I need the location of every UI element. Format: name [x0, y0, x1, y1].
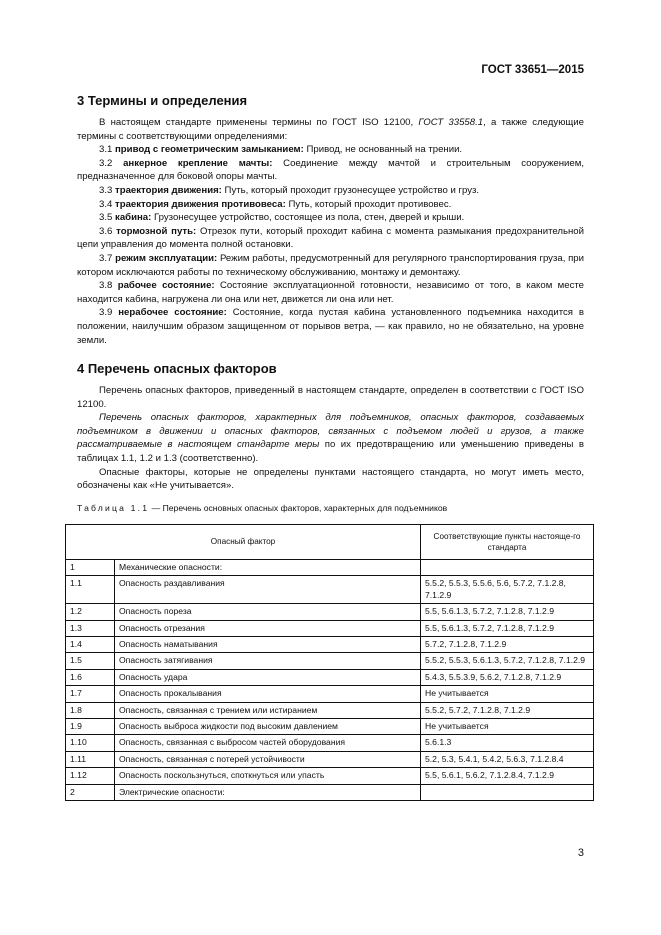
- cell-factor: Опасность, связанная с выбросом частей оборудования: [115, 735, 421, 751]
- term-definition: 3.2 анкерное крепление мачты: Соединение между мачтой и строительным сооружением, предназначенное для боковой опоры мачты.: [77, 157, 584, 183]
- table-row: [66, 784, 594, 800]
- table-caption: Таблица 1.1 — Перечень основных опасных факторов, характерных для подъемников: [77, 503, 448, 513]
- cell-refs: Не учитывается: [421, 686, 594, 702]
- section-4-paragraph-2: Перечень опасных факторов, характерных для подъемников, опасных факторов, создаваемых подъемником в движении и опасных факторов, связанных с подъемом людей и грузов, а также рассматриваемые в настоящем стандарте меры по их предотвращению или уменьшению приведены в таблицах 1.1, 1.2 и 1.3 (соответственно).: [77, 412, 584, 464]
- term-definition: 3.3 траектория движения: Путь, который проходит грузонесущее устройство и груз.: [99, 184, 480, 196]
- cell-refs: 5.5, 5.6.1, 5.6.2, 7.1.2.8.4, 7.1.2.9: [421, 768, 594, 784]
- table-row: [66, 669, 594, 685]
- term-definition: 3.6 тормозной путь: Отрезок пути, который проходит кабина с момента размыкания предохранительной цепи управления до момента полной остановки.: [77, 225, 584, 251]
- hazards-table: [65, 524, 594, 801]
- cell-num: 1.6: [66, 669, 115, 685]
- cell-num: 2: [66, 784, 115, 800]
- cell-factor: Опасность поскользнуться, споткнуться или упасть: [115, 768, 421, 784]
- term-definition: 3.9 нерабочее состояние: Состояние, когда пустая кабина установленного подъемника находится в положении, наилучшим образом защищенном от порывов ветра, — как правило, но не обязательно, на уровне земли.: [77, 307, 584, 346]
- section-3-title: 3 Термины и определения: [77, 93, 248, 108]
- cell-refs: 5.5, 5.6.1.3, 5.7.2, 7.1.2.8, 7.1.2.9: [421, 620, 594, 636]
- header-hazard: Опасный фактор: [66, 525, 421, 560]
- term-definition: 3.8 рабочее состояние: Состояние эксплуатационной готовности, независимо от того, в каком месте находится кабина, нагружена ли она или нет, движется ли она или нет.: [77, 280, 585, 305]
- cell-num: 1.4: [66, 637, 115, 653]
- table-row: [66, 686, 594, 702]
- cell-refs: 5.5.2, 5.7.2, 7.1.2.8, 7.1.2.9: [421, 702, 594, 718]
- section-4-body: [77, 384, 584, 493]
- table-body: [66, 560, 594, 801]
- cell-factor: Опасность выброса жидкости под высоким давлением: [115, 719, 421, 735]
- cell-refs: [421, 560, 594, 576]
- cell-refs: Не учитывается: [421, 719, 594, 735]
- table-header-row: [66, 525, 594, 560]
- table-row: [66, 604, 594, 620]
- table-row: [66, 560, 594, 576]
- cell-num: 1.1: [66, 576, 115, 604]
- cell-num: 1.11: [66, 751, 115, 767]
- cell-num: 1.10: [66, 735, 115, 751]
- document-id: ГОСТ 33651—2015: [481, 64, 584, 76]
- cell-num: 1: [66, 560, 115, 576]
- section-4-title: 4 Перечень опасных факторов: [77, 361, 277, 376]
- cell-refs: 5.5.2, 5.5.3, 5.6.1.3, 5.7.2, 7.1.2.8, 7.1.2.9: [421, 653, 594, 669]
- cell-factor: Опасность отрезания: [115, 620, 421, 636]
- section-4-paragraph-1: Перечень опасных факторов, приведенный в настоящем стандарте, определен в соответствии с ГОСТ ISO 12100.: [77, 385, 584, 410]
- cell-num: 1.2: [66, 604, 115, 620]
- term-definition: 3.7 режим эксплуатации: Режим работы, предусмотренный для регулярного транспортирования груза, при котором исключаются работы по техническому обслуживанию, монтажу и демонтажу.: [77, 252, 584, 278]
- header-clauses: Соответствующие пункты настояще-го стандарта: [421, 525, 594, 560]
- cell-refs: [421, 784, 594, 800]
- table-row: [66, 702, 594, 718]
- section-3-intro: В настоящем стандарте применены термины по ГОСТ ISO 12100, ГОСТ 33558.1, а также следующие термины с соответствующими определениями:: [77, 117, 584, 142]
- cell-refs: 5.6.1.3: [421, 735, 594, 751]
- term-definition: 3.1 привод с геометрическим замыканием: Привод, не основанный на трении.: [99, 144, 463, 156]
- cell-factor: Опасность, связанная с трением или истиранием: [115, 702, 421, 718]
- table-row: [66, 637, 594, 653]
- cell-factor: Опасность пореза: [115, 604, 421, 620]
- cell-num: 1.8: [66, 702, 115, 718]
- cell-refs: 5.5, 5.6.1.3, 5.7.2, 7.1.2.8, 7.1.2.9: [421, 604, 594, 620]
- table-row: [66, 735, 594, 751]
- section-4-paragraph-3: Опасные факторы, которые не определены пунктами настоящего стандарта, но могут иметь место, обозначены как «Не учитывается».: [77, 466, 584, 492]
- table-row: [66, 653, 594, 669]
- cell-refs: 5.2, 5.3, 5.4.1, 5.4.2, 5.6.3, 7.1.2.8.4: [421, 751, 594, 767]
- cell-factor: Электрические опасности:: [115, 784, 421, 800]
- reference-gost-33558-1: ГОСТ 33558.1: [418, 117, 484, 128]
- cell-num: 1.5: [66, 653, 115, 669]
- cell-refs: 5.7.2, 7.1.2.8, 7.1.2.9: [421, 637, 594, 653]
- cell-num: 1.12: [66, 768, 115, 784]
- cell-factor: Опасность затягивания: [115, 653, 421, 669]
- table-row: [66, 620, 594, 636]
- cell-num: 1.3: [66, 620, 115, 636]
- cell-num: 1.9: [66, 719, 115, 735]
- term-definition: 3.5 кабина: Грузонесущее устройство, состоящее из пола, стен, дверей и крыши.: [99, 212, 465, 224]
- terms-list: [77, 143, 584, 347]
- cell-num: 1.7: [66, 686, 115, 702]
- table-row: [66, 719, 594, 735]
- cell-refs: 5.5.2, 5.5.3, 5.5.6, 5.6, 5.7.2, 7.1.2.8, 7.1.2.9: [421, 576, 594, 604]
- page-number: 3: [577, 847, 584, 859]
- cell-factor: Опасность раздавливания: [115, 576, 421, 604]
- cell-factor: Опасность удара: [115, 669, 421, 685]
- cell-factor: Механические опасности:: [115, 560, 421, 576]
- table-row: [66, 768, 594, 784]
- term-definition: 3.4 траектория движения противовеса: Путь, который проходит противовес.: [99, 198, 452, 210]
- cell-factor: Опасность наматывания: [115, 637, 421, 653]
- cell-factor: Опасность прокалывания: [115, 686, 421, 702]
- table-row: [66, 576, 594, 604]
- section-3-body: [77, 116, 584, 347]
- cell-factor: Опасность, связанная с потерей устойчивости: [115, 751, 421, 767]
- table-row: [66, 751, 594, 767]
- cell-refs: 5.4.3, 5.5.3.9, 5.6.2, 7.1.2.8, 7.1.2.9: [421, 669, 594, 685]
